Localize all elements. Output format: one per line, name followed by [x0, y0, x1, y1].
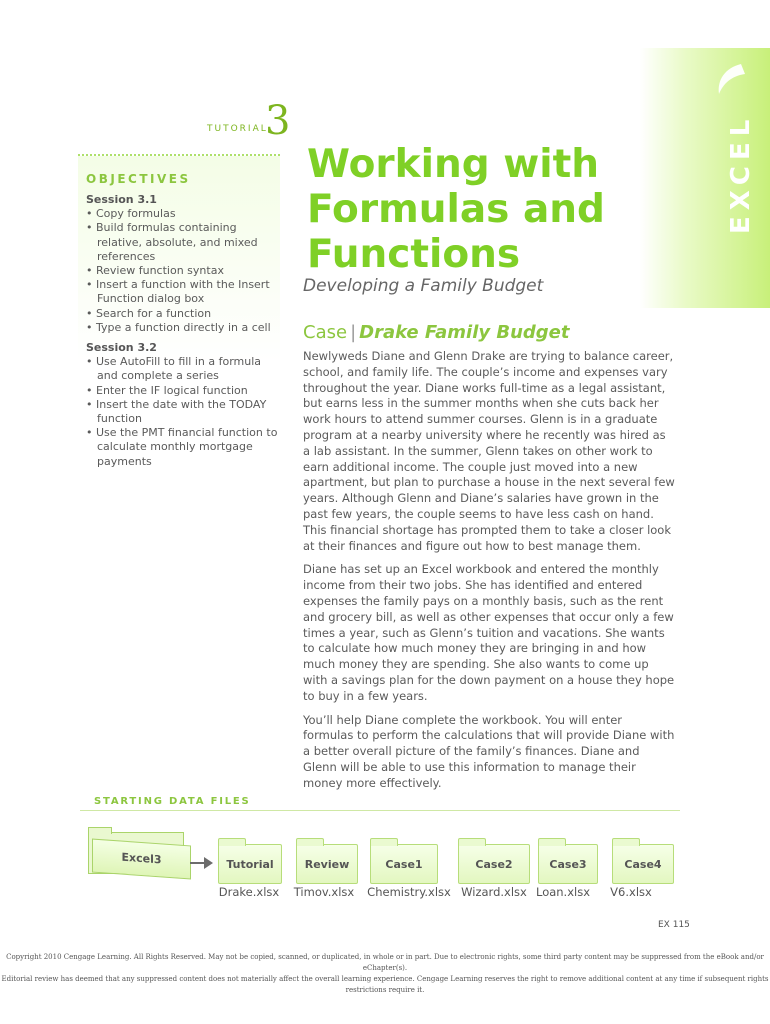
folder-icon — [458, 838, 486, 846]
title-line-1: Working with — [307, 142, 600, 187]
copyright-line-2: Editorial review has deemed that any suppressed content does not materially affect the overall learning experience. Cengage Learning reserves the right to remove additional content at any time if subsequent rights restrictions require it. — [1, 975, 769, 994]
data-file-name: V6.xlsx — [610, 885, 652, 899]
objectives-title: OBJECTIVES — [86, 172, 191, 186]
bullet-icon: • — [86, 306, 96, 320]
folder-label: Case1 — [385, 858, 423, 871]
folder-label: Case2 — [475, 858, 513, 871]
bullet-icon: • — [86, 320, 96, 334]
copyright-notice — [0, 952, 770, 996]
case-heading — [303, 322, 570, 343]
case-paragraph: You’ll help Diane complete the workbook. You will enter formulas to perform the calculations that will provide Diane with a better overall picture of the family’s finances. Diane and Glenn will be able to use this information to manage their money more effectively. — [303, 712, 675, 790]
page-curl-icon — [705, 60, 749, 104]
objective-item-text: Search for a function — [96, 306, 212, 320]
objective-item — [86, 207, 280, 221]
excel-side-label: EXCEL — [726, 113, 756, 234]
objective-item — [86, 221, 280, 264]
bullet-icon: • — [86, 264, 96, 278]
bullet-icon: • — [86, 397, 96, 411]
folder-case1 — [370, 844, 438, 884]
objective-item-text: Insert a function with the Insert Function dialog box — [96, 278, 270, 306]
case-separator: | — [350, 322, 357, 343]
objective-item-text: Enter the IF logical function — [96, 383, 248, 397]
case-paragraph: Diane has set up an Excel workbook and entered the monthly income from their two jobs. She has identified and entered expenses the family pays on a monthly basis, such as the rent and grocery bill, as well as other expenses that occur only a few times a year, such as Glenn’s tuition and vacations. She wants to calculate how much money they are bringing in and how much money they are spending. She also wants to come up with a savings plan for the down payment on a house they hope to buy in a few years. — [303, 562, 675, 703]
folder-tutorial — [218, 844, 282, 884]
objectives-list — [86, 193, 280, 469]
case-paragraph: Newlyweds Diane and Glenn Drake are trying to balance career, school, and family life. The couple’s income and expenses vary throughout the year. Diane works full-time as a legal assistant, but earns less in the summer months when she cuts back her work hours to attend summer courses. Glenn is in a graduate program at a nearby university where he recently was hired as a lab assistant. In the summer, Glenn takes on other work to earn additional income. The couple just moved into a new apartment, but plan to purchase a house in the next several few years. Although Glenn and Diane’s salaries have grown in the past few years, the couple seems to have less cash on hand. This financial shortage has prompted them to take a closer look at their finances and figure out how to best manage them. — [303, 349, 675, 553]
bullet-icon: • — [86, 221, 96, 235]
page-title — [307, 142, 627, 277]
objective-item — [86, 384, 280, 398]
page-number: EX 115 — [658, 920, 690, 930]
objective-item-text: Use AutoFill to fill in a formula and complete a series — [96, 355, 262, 383]
objective-item-text: Insert the date with the TODAY function — [96, 397, 267, 426]
tutorial-label: TUTORIAL — [207, 124, 268, 134]
objective-item-text: Use the PMT financial function to calculate monthly mortgage payments — [96, 426, 278, 468]
data-file-name: Wizard.xlsx — [461, 885, 527, 899]
section-divider — [80, 810, 680, 811]
page-subtitle: Developing a Family Budget — [303, 276, 544, 296]
folder-review — [296, 844, 358, 884]
data-file-name: Drake.xlsx — [218, 885, 280, 899]
arrow-head-icon — [204, 857, 213, 869]
objectives-session-title: Session 3.1 — [86, 193, 157, 206]
objective-item — [86, 355, 280, 383]
folder-icon — [218, 838, 246, 846]
top-margin — [0, 0, 770, 48]
folder-label: Review — [304, 858, 350, 871]
folder-label: Case3 — [549, 858, 587, 871]
title-line-3: Functions — [307, 232, 521, 277]
bullet-icon: • — [86, 355, 96, 369]
objective-item — [86, 321, 280, 335]
folder-icon — [538, 838, 566, 846]
folder-label: Tutorial — [226, 858, 274, 871]
case-body — [303, 349, 675, 800]
data-file-name: Chemistry.xlsx — [367, 885, 451, 899]
objective-item-text: Build formulas containing relative, absolute, and mixed references — [96, 221, 258, 263]
folder-case4 — [612, 844, 674, 884]
tutorial-number: 3 — [265, 98, 291, 144]
case-name: Drake Family Budget — [359, 322, 570, 343]
folder-icon — [612, 838, 640, 846]
objective-item-text: Type a function directly in a cell — [96, 320, 271, 334]
folder-case2 — [458, 844, 530, 884]
objective-item — [86, 264, 280, 278]
objectives-session-title: Session 3.2 — [86, 341, 157, 355]
folder-icon — [370, 838, 398, 846]
main-folder-excel3: Excel3 — [92, 839, 191, 880]
bullet-icon: • — [86, 278, 96, 292]
case-label: Case — [303, 322, 348, 343]
title-line-2: Formulas and — [307, 187, 605, 232]
starting-data-files-title: STARTING DATA FILES — [94, 796, 251, 807]
data-file-name: Timov.xlsx — [293, 885, 355, 899]
folder-label: Case4 — [624, 858, 662, 871]
bullet-icon: • — [86, 207, 96, 221]
objective-item — [86, 398, 280, 426]
data-file-name: Loan.xlsx — [535, 885, 591, 899]
copyright-line-1: Copyright 2010 Cengage Learning. All Rights Reserved. May not be copied, scanned, or duplicated, in whole or in part. Due to electronic rights, some third party content may be suppressed from the eBook and/or eChapter(s). — [6, 953, 764, 972]
objective-item — [86, 426, 280, 469]
folder-icon — [296, 838, 324, 846]
objective-item-text: Copy formulas — [96, 207, 176, 221]
objective-item — [86, 278, 280, 306]
objective-item-text: Review function syntax — [96, 264, 224, 278]
folder-case3 — [538, 844, 598, 884]
bullet-icon: • — [86, 426, 96, 440]
bullet-icon: • — [86, 383, 96, 397]
objective-item — [86, 307, 280, 321]
